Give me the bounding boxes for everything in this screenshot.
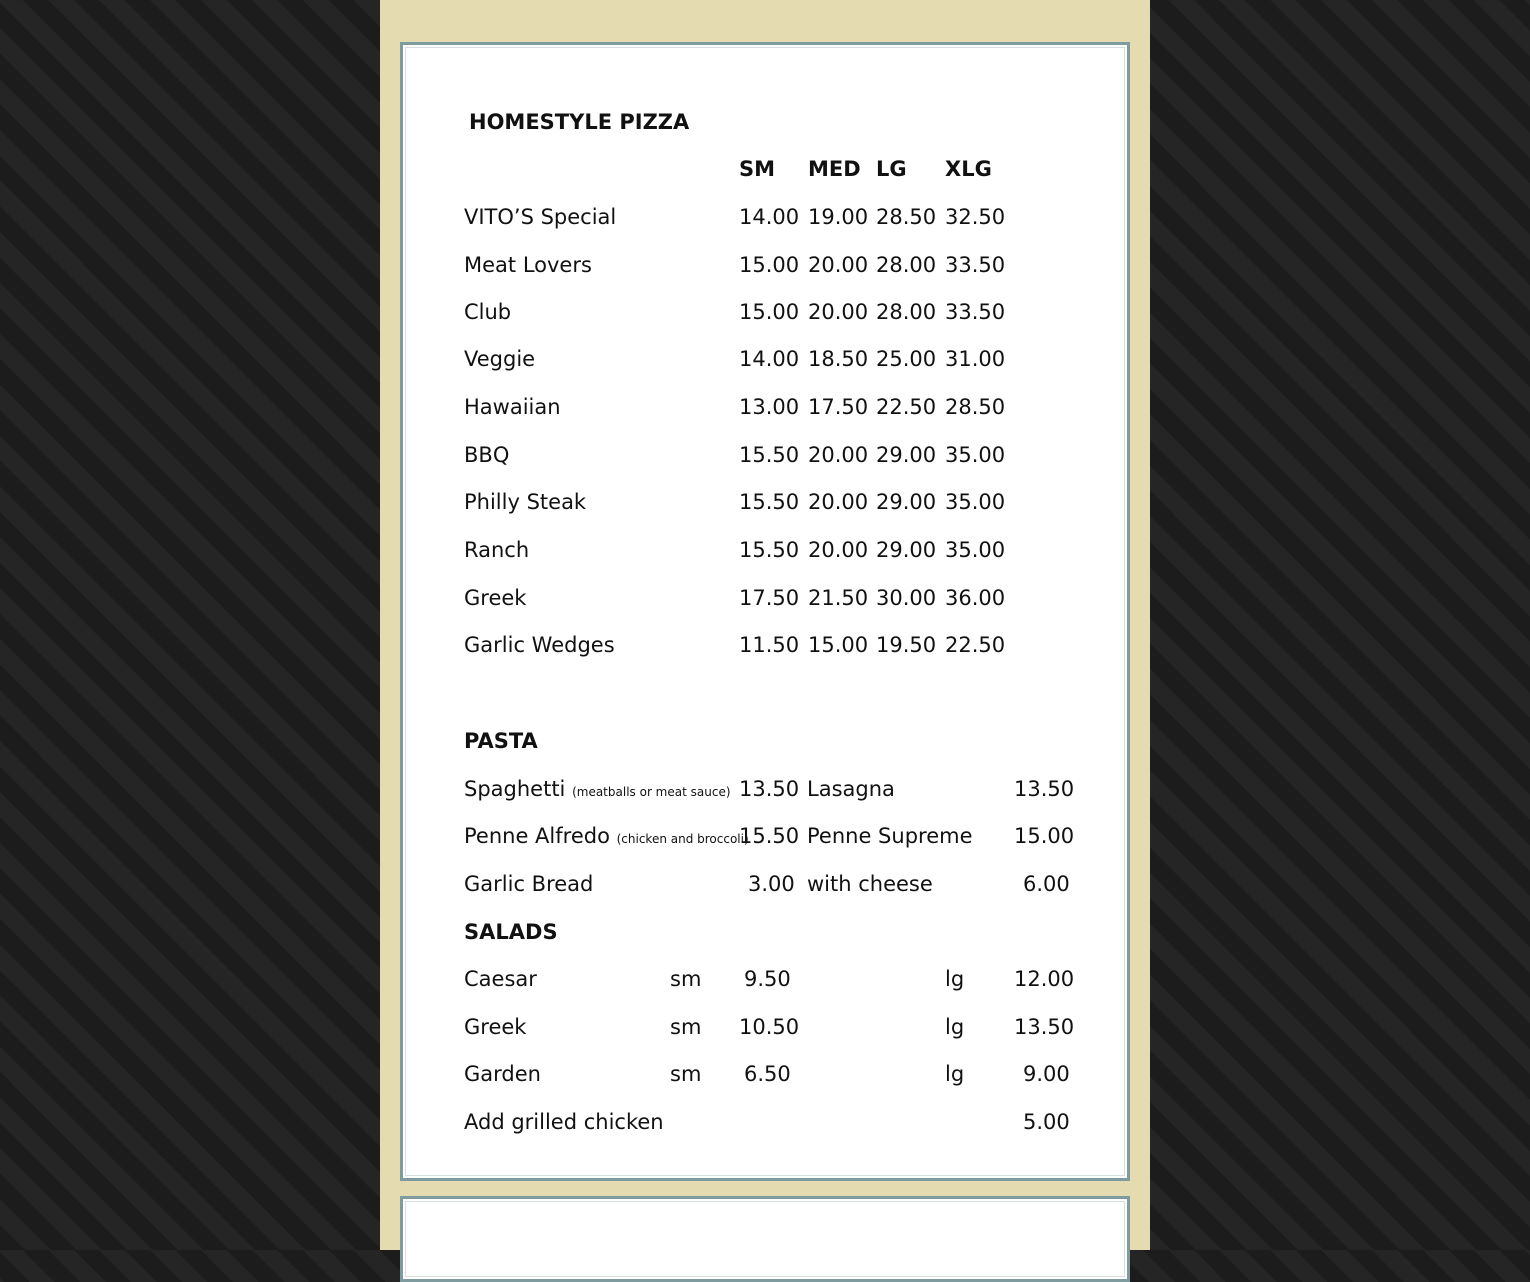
salad-sm-label: sm <box>670 967 702 991</box>
pizza-name: Garlic Wedges <box>464 633 615 657</box>
price-sm: 15.00 <box>739 300 800 324</box>
salad-sm-price: 10.50 <box>739 1015 800 1039</box>
salad-lg-price: 12.00 <box>1014 967 1075 991</box>
salad-lg-label: lg <box>945 967 965 991</box>
salad-sm-label: sm <box>670 1015 702 1039</box>
price-med: 18.50 <box>808 347 869 371</box>
salad-sm-price: 6.50 <box>744 1062 791 1086</box>
pizza-name: Veggie <box>464 347 536 371</box>
price-xlg: 36.00 <box>945 586 1006 610</box>
pizza-name: Greek <box>464 586 527 610</box>
pasta-price-left: 13.50 <box>739 777 800 801</box>
salads-section-title: SALADS <box>464 920 558 944</box>
price-med: 21.50 <box>808 586 869 610</box>
price-lg: 22.50 <box>876 395 937 419</box>
price-xlg: 28.50 <box>945 395 1006 419</box>
pasta-price-right: 13.50 <box>1014 777 1075 801</box>
price-med: 20.00 <box>808 490 869 514</box>
pizza-name: BBQ <box>464 443 510 467</box>
salad-name: Greek <box>464 1015 527 1039</box>
size-header-med: MED <box>808 157 861 181</box>
price-med: 20.00 <box>808 253 869 277</box>
pasta-price-right: 6.00 <box>1023 872 1070 896</box>
price-sm: 15.00 <box>739 253 800 277</box>
pizza-name: Club <box>464 300 512 324</box>
price-sm: 14.00 <box>739 347 800 371</box>
price-xlg: 33.50 <box>945 253 1006 277</box>
pizza-name: Philly Steak <box>464 490 587 514</box>
price-xlg: 22.50 <box>945 633 1006 657</box>
price-lg: 25.00 <box>876 347 937 371</box>
price-xlg: 31.00 <box>945 347 1006 371</box>
price-med: 20.00 <box>808 443 869 467</box>
pasta-price-left: 3.00 <box>748 872 795 896</box>
price-med: 20.00 <box>808 300 869 324</box>
price-sm: 11.50 <box>739 633 800 657</box>
salad-sm-label: sm <box>670 1062 702 1086</box>
pasta-name-right: with cheese <box>807 872 933 896</box>
menu-column <box>380 0 1150 1250</box>
price-med: 20.00 <box>808 538 869 562</box>
price-lg: 30.00 <box>876 586 937 610</box>
price-xlg: 32.50 <box>945 205 1006 229</box>
salad-lg-label: lg <box>945 1062 965 1086</box>
pasta-price-left: 15.50 <box>739 824 800 848</box>
pasta-name-right: Lasagna <box>807 777 895 801</box>
pasta-name: Penne Alfredo <box>464 824 610 848</box>
pasta-name-right: Penne Supreme <box>807 824 973 848</box>
salad-sm-price: 9.50 <box>744 967 791 991</box>
price-lg: 29.00 <box>876 538 937 562</box>
salad-lg-price: 13.50 <box>1014 1015 1075 1039</box>
salad-lg-label: lg <box>945 1015 965 1039</box>
price-lg: 19.50 <box>876 633 937 657</box>
salad-name: Garden <box>464 1062 541 1086</box>
pasta-note: (chicken and broccoli) <box>616 832 749 846</box>
menu-panel <box>400 42 1130 1181</box>
pizza-name: Hawaiian <box>464 395 561 419</box>
price-lg: 28.00 <box>876 253 937 277</box>
salad-name: Caesar <box>464 967 537 991</box>
price-lg: 28.00 <box>876 300 937 324</box>
pasta-name: Spaghetti <box>464 777 566 801</box>
pasta-price-right: 15.00 <box>1014 824 1075 848</box>
price-med: 15.00 <box>808 633 869 657</box>
price-xlg: 35.00 <box>945 538 1006 562</box>
pizza-name: VITO’S Special <box>464 205 617 229</box>
price-lg: 29.00 <box>876 443 937 467</box>
size-header-xlg: XLG <box>945 157 992 181</box>
pasta-item-left: Garlic Bread <box>464 872 594 896</box>
size-header-lg: LG <box>876 157 907 181</box>
price-sm: 15.50 <box>739 443 800 467</box>
price-sm: 13.00 <box>739 395 800 419</box>
price-sm: 14.00 <box>739 205 800 229</box>
size-header-sm: SM <box>739 157 776 181</box>
pizza-section-title: HOMESTYLE PIZZA <box>469 110 690 134</box>
pasta-item-left <box>464 823 749 852</box>
price-xlg: 35.00 <box>945 490 1006 514</box>
pasta-note: (meatballs or meat sauce) <box>572 785 731 799</box>
addon-price: 5.00 <box>1023 1110 1070 1134</box>
pizza-name: Meat Lovers <box>464 253 592 277</box>
price-med: 19.00 <box>808 205 869 229</box>
price-lg: 28.50 <box>876 205 937 229</box>
salad-lg-price: 9.00 <box>1023 1062 1070 1086</box>
pasta-item-left <box>464 776 731 805</box>
price-sm: 15.50 <box>739 538 800 562</box>
pasta-section-title: PASTA <box>464 729 538 753</box>
price-sm: 15.50 <box>739 490 800 514</box>
price-sm: 17.50 <box>739 586 800 610</box>
price-med: 17.50 <box>808 395 869 419</box>
price-xlg: 33.50 <box>945 300 1006 324</box>
price-xlg: 35.00 <box>945 443 1006 467</box>
addon-name: Add grilled chicken <box>464 1110 664 1134</box>
pizza-name: Ranch <box>464 538 530 562</box>
price-lg: 29.00 <box>876 490 937 514</box>
next-menu-panel <box>400 1196 1130 1282</box>
